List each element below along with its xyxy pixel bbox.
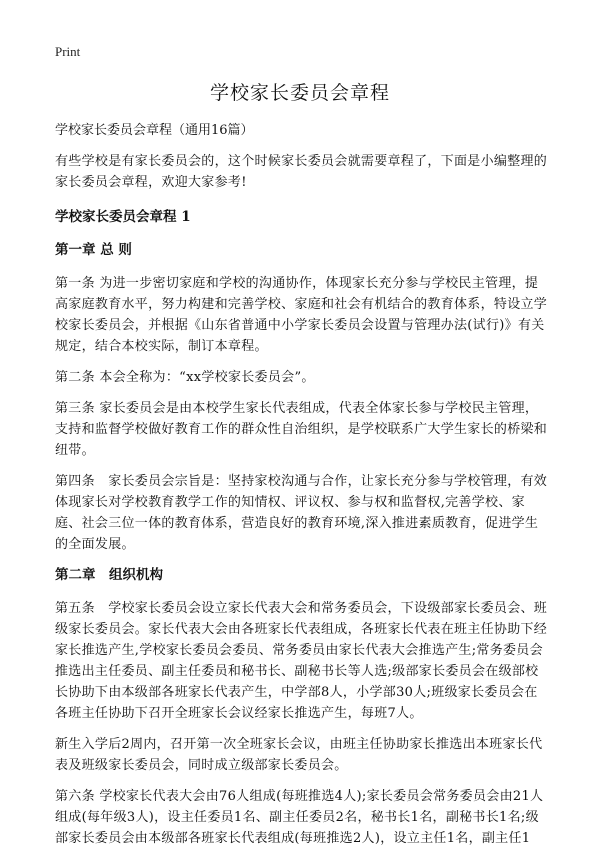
- document-body: [55, 120, 550, 859]
- document-subtitle: 学校家长委员会章程（通用16篇）: [55, 123, 254, 138]
- article-1: 第一条 为进一步密切家庭和学校的沟通协作，体现家长充分参与学校民主管理，提高家庭教育水平，努力构建和完善学校、家庭和社会有机结合的教育体系，特设立学校家长委员会，并根据《山东省普通中小学家长委员会设置与管理办法(试行)》有关规定，结合本校实际，制订本章程。: [55, 276, 548, 354]
- new-students-paragraph: 新生入学后2周内，召开第一次全班家长会议，由班主任协助家长推选出本班家长代表及班级家长委员会，同时成立级部家长委员会。: [55, 737, 543, 773]
- chapter-heading-1: 第一章 总 则: [55, 242, 132, 258]
- article-3: 第三条 家长委员会是由本校学生家长代表组成，代表全体家长参与学校民主管理，支持和监督学校做好教育工作的群众性自治组织，是学校联系广大学生家长的桥梁和纽带。: [55, 401, 548, 458]
- intro-paragraph: 有些学校是有家长委员会的，这个时候家长委员会就需要章程了，下面是小编整理的家长委员会章程，欢迎大家参考!: [55, 154, 548, 190]
- section-heading: 学校家长委员会章程 1: [55, 209, 191, 225]
- print-link[interactable]: Print: [55, 44, 81, 59]
- chapter-heading-2: 第二章 组织机构: [55, 567, 163, 583]
- article-4: 第四条 家长委员会宗旨是：坚持家校沟通与合作，让家长充分参与学校管理，有效体现家长对学校教育教学工作的知情权、评议权、参与权和监督权,完善学校、家庭、社会三位一体的教育体系，营造良好的教育环境,深入推进素质教育，促进学生的全面发展。: [55, 474, 548, 552]
- page-title: 学校家长委员会章程: [209, 82, 390, 104]
- article-5: 第五条 学校家长委员会设立家长代表大会和常务委员会，下设级部家长委员会、班级家长委员会。家长代表大会由各班家长代表组成，各班家长代表在班主任协助下经家长推选产生,学校家长委员会委员、常务委员由家长代表大会推选产生;常务委员会推选出主任委员、副主任委员和秘书长、副秘书长等人选;级部家长委员会在级部校长协助下由本级部各班家长代表产生，中学部8人，小学部30人;班级家长委员会在各班主任协助下召开全班家长会议经家长推选产生，每班7人。: [55, 601, 548, 721]
- article-6: 第六条 学校家长代表大会由76人组成(每班推选4人);家长委员会常务委员会由21人组成(每年级3人)，设主任委员1名、副主任委员2名，秘书长1名，副秘书长1名;级部家长委员会由本级部各班家长代表组成(每班推选2人)，设立主任1名，副主任1: [55, 789, 544, 846]
- article-2: 第二条 本会全称为：“xx学校家长委员会”。: [55, 370, 315, 385]
